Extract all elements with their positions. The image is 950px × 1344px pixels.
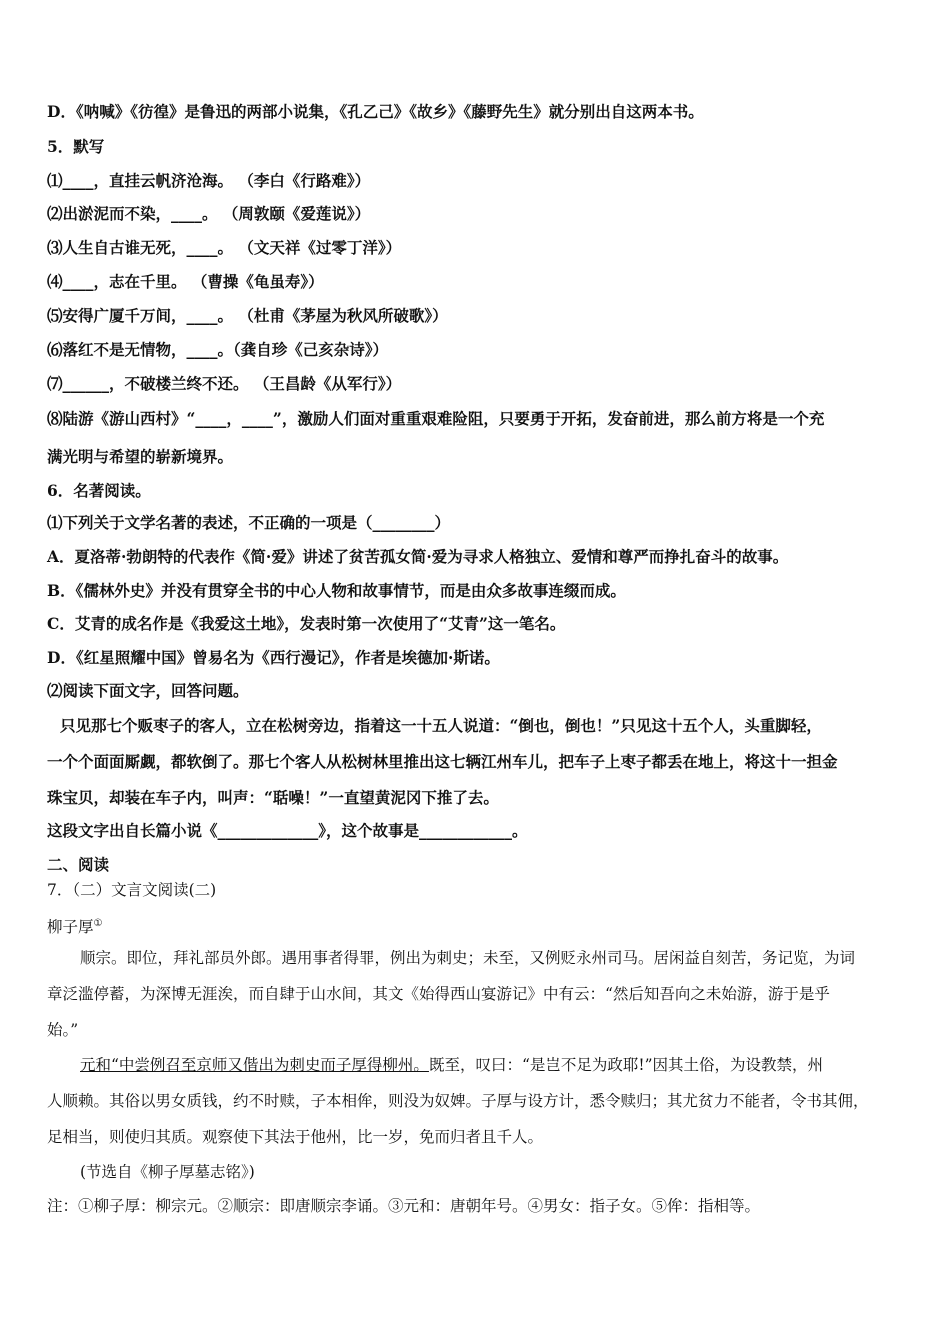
excerpt-line-2: 一个个面面厮觑，都软倒了。那七个客人从松树林里推出这七辆江州车儿，把车子上枣子都丢在地上，将这十一担金 (47, 752, 838, 771)
passage-para-2-line-2: 人顺赖。其俗以男女质钱，约不时赎，子本相侔，则没为奴婢。子厚与设方计，悉令赎归；其尤贫力不能者，令书其佣， (47, 1092, 869, 1110)
question-7-title: 7．（二）文言文阅读(二) (47, 881, 217, 899)
passage-para-1-line-2: 章泛滥停蓄，为深博无涯涘，而自肆于山水间，其文《始得西山宴游记》中有云：“然后知吾向之未始游，游于是乎 (47, 985, 830, 1003)
q6-option-b: B．《儒林外史》并没有贯穿全书的中心人物和故事情节，而是由众多故事连缀而成。 (47, 581, 626, 600)
underlined-sentence: 元和“中尝例召至京师又偕出为刺史而子厚得柳州。 (80, 1056, 429, 1074)
footnotes: 注：①柳子厚：柳宗元。②顺宗：即唐顺宗李诵。③元和：唐朝年号。④男女：指子女。⑤侔：指相等。 (47, 1197, 761, 1215)
passage-title (47, 914, 910, 937)
dictation-item-1: ⑴____，直挂云帆济沧海。 （李白《行路难》） (47, 171, 371, 190)
q6-option-a: A．夏洛蒂·勃朗特的代表作《简·爱》讲述了贫苦孤女简·爱为寻求人格独立、爱情和尊严而挣扎奋斗的故事。 (47, 547, 789, 566)
passage-para-2-line-1-rest: 既至，叹曰：“是岂不足为政耶!”因其土俗，为设教禁，州 (428, 1056, 824, 1074)
option-d-line: D．《呐喊》《彷徨》是鲁迅的两部小说集，《孔乙己》《故乡》《藤野先生》就分别出自这两本书。 (47, 102, 704, 121)
dictation-item-5: ⑸安得广厦千万间，____。 （杜甫《茅屋为秋风所破歌》） (47, 306, 448, 325)
passage-para-1-line-3: 始。” (47, 1021, 79, 1039)
excerpt-line-1: 只见那七个贩枣子的客人，立在松树旁边，指着这一十五人说道：“倒也，倒也！”只见这十五个人，头重脚轻， (60, 716, 822, 735)
dictation-item-2: ⑵出淤泥而不染，____。 （周敦颐《爱莲说》） (47, 204, 371, 223)
passage-para-1-line-1: 顺宗。即位，拜礼部员外郎。遇用事者得罪，例出为刺史；未至，又例贬永州司马。居闲益自刻苦，务记览，为词 (80, 949, 856, 967)
excerpt-line-3: 珠宝贝，却装在车子内，叫声：“聒噪！”一直望黄泥冈下推了去。 (47, 788, 499, 807)
dictation-item-7: ⑺______，不破楼兰终不还。 （王昌龄《从军行》） (47, 374, 402, 393)
dictation-item-8-cont: 满光明与希望的崭新境界。 (47, 447, 234, 466)
dictation-item-4: ⑷____，志在千里。 （曹操《龟虽寿》） (47, 272, 324, 291)
dictation-item-8: ⑻陆游《游山西村》“____，____”，激励人们面对重重艰难险阻，只要勇于开拓，发奋前进，那么前方将是一个充 (47, 409, 825, 428)
passage-para-2-line-1 (80, 1055, 910, 1075)
q6-part2-question: 这段文字出自长篇小说《_____________》，这个故事是____________。 (47, 821, 528, 840)
question-6-title: 6．名著阅读。 (47, 481, 151, 500)
passage-title-note-mark: ① (93, 918, 103, 929)
dictation-item-6: ⑹落红不是无情物，____。（龚自珍《己亥杂诗》） (47, 340, 389, 359)
question-5-title: 5．默写 (47, 137, 105, 156)
q6-part2-stem: ⑵阅读下面文字，回答问题。 (47, 681, 249, 700)
section-2-heading: 二、阅读 (47, 855, 110, 874)
dictation-item-3: ⑶人生自古谁无死，____。 （文天祥《过零丁洋》） (47, 238, 402, 257)
q6-option-c: C．艾青的成名作是《我爱这土地》，发表时第一次使用了“艾青”这一笔名。 (47, 614, 566, 633)
passage-source: (节选自《柳子厚墓志铭》) (80, 1163, 255, 1181)
q6-option-d: D．《红星照耀中国》曾易名为《西行漫记》，作者是埃德加·斯诺。 (47, 648, 500, 667)
passage-para-2-line-3: 足相当，则使归其质。观察使下其法于他州，比一岁，免而归者且千人。 (47, 1128, 544, 1146)
passage-title-text: 柳子厚 (47, 918, 94, 937)
q6-part1-stem: ⑴下列关于文学名著的表述，不正确的一项是（________） (47, 513, 451, 532)
